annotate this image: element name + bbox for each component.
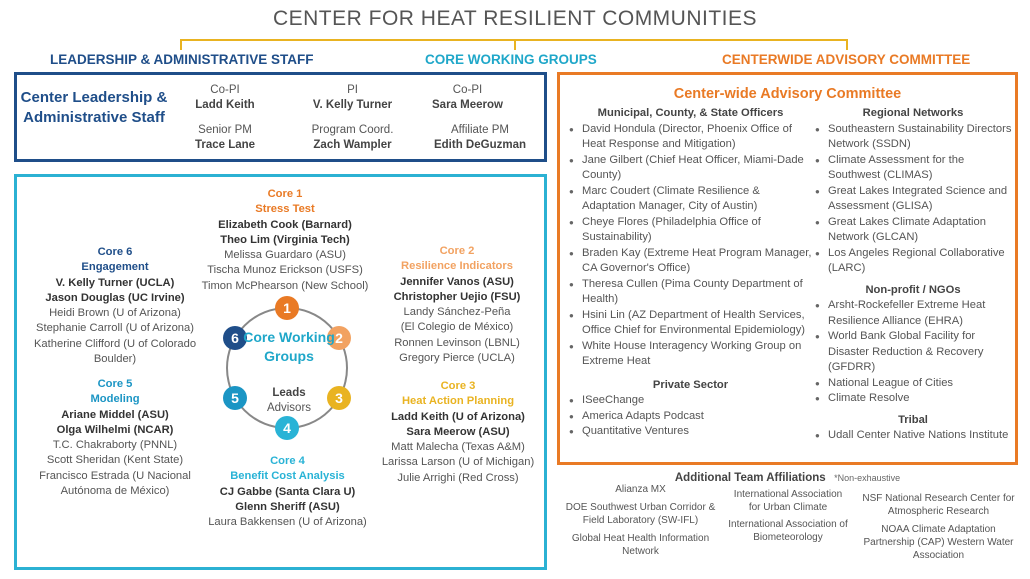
- list-item: ● Great Lakes Climate Adaptation Network (GLCAN): [814, 215, 1012, 246]
- list-item: ● Quantitative Ventures: [568, 424, 813, 440]
- leader-program-coord: Program Coord. Zach Wampler: [311, 124, 394, 151]
- section-leadership-header: LEADERSHIP & ADMINISTRATIVE STAFF: [50, 52, 314, 67]
- svg-text:1: 1: [283, 300, 291, 316]
- advisory-right-column: [814, 106, 1012, 444]
- affiliations-col-3: NSF National Research Center for Atmospheric Research NOAA Climate Adaptation Partnership (CAP) Western Water Association: [862, 493, 1015, 561]
- leader-pi: PI V. Kelly Turner: [312, 84, 393, 111]
- nonprofit-heading: Non-profit / NGOs: [865, 283, 961, 296]
- advisory-left-column: [568, 106, 813, 440]
- list-item: ● Climate Assessment for the Southwest (CLIMAS): [814, 153, 1012, 184]
- core-3-group: Core 3 Heat Action Planning Ladd Keith (U of Arizona) Sara Meerow (ASU) Matt Malecha (Texas A&M) Larissa Larson (U of Michigan) Julie Arrighi (Red Cross): [381, 380, 535, 484]
- core-leads-legend: Leads: [272, 387, 306, 399]
- list-item: ● ISeeChange: [568, 393, 813, 409]
- leader-co-pi-2: Co-PI Sara Meerow: [432, 84, 503, 111]
- svg-text:5: 5: [231, 390, 239, 406]
- leader-senior-pm: Senior PM Trace Lane: [194, 124, 256, 151]
- connector-bracket: [0, 0, 1030, 60]
- svg-text:3: 3: [335, 390, 343, 406]
- list-item: ● David Hondula (Director, Phoenix Office of Heat Response and Mitigation): [568, 122, 813, 153]
- affiliations-col-2: International Association for Urban Climate International Association of Biometeorology: [728, 489, 848, 543]
- list-item: ● National League of Cities: [814, 376, 1012, 392]
- section-advisory-header: CENTERWIDE ADVISORY COMMITTEE: [722, 52, 971, 67]
- leadership-box-title: Center Leadership & Administrative Staff: [20, 89, 168, 126]
- private-list: [568, 393, 813, 440]
- list-item: ● Southeastern Sustainability Directors Network (SSDN): [814, 122, 1012, 153]
- core-1-node: [275, 296, 299, 320]
- core-6-group: Core 6 Engagement V. Kelly Turner (UCLA) Jason Douglas (UC Irvine) Heidi Brown (U of Arizona) Stephanie Carroll (U of Arizona) Katherine Clifford (U of Colorado Boulder): [33, 246, 197, 366]
- list-item: ● Jane Gilbert (Chief Heat Officer, Miami-Dade County): [568, 153, 813, 184]
- list-item: ● White House Interagency Working Group on Extreme Heat: [568, 339, 813, 370]
- list-item: ● Udall Center Native Nations Institute: [814, 428, 1012, 444]
- list-item: ● Climate Resolve: [814, 391, 1012, 407]
- svg-text:4: 4: [283, 420, 291, 436]
- advisory-box-title: Center-wide Advisory Committee: [673, 86, 902, 102]
- section-core-header: CORE WORKING GROUPS: [425, 52, 597, 67]
- page-title: CENTER FOR HEAT RESILIENT COMMUNITIES: [272, 7, 758, 30]
- core-center-label: Core Working Groups: [243, 329, 335, 364]
- municipal-list: [568, 122, 813, 370]
- list-item: ● America Adapts Podcast: [568, 409, 813, 425]
- svg-text:6: 6: [231, 330, 239, 346]
- tribal-heading: Tribal: [898, 413, 928, 426]
- list-item: ● Great Lakes Integrated Science and Assessment (GLISA): [814, 184, 1012, 215]
- core-advisors-legend: Advisors: [266, 402, 312, 414]
- core-5-group: Core 5 Modeling Ariane Middel (ASU) Olga Wilhelmi (NCAR) T.C. Chakraborty (PNNL) Scott Sheridan (Kent State) Francisco Estrada (U Nacional Autónoma de México): [39, 378, 191, 498]
- core-wheel: [215, 290, 355, 450]
- core-2-group: Core 2 Resilience Indicators Jennifer Vanos (ASU) Christopher Uejio (FSU) Landy Sánchez-Peña (El Colegio de México) Ronnen Levinson (LBNL) Gregory Pierce (UCLA): [393, 245, 521, 365]
- leader-affiliate-pm: Affiliate PM Edith DeGuzman: [433, 124, 526, 151]
- leader-co-pi-1: Co-PI Ladd Keith: [195, 84, 255, 111]
- municipal-heading: Municipal, County, & State Officers: [597, 107, 784, 119]
- core-4-node: [275, 416, 299, 440]
- regional-heading: Regional Networks: [862, 107, 964, 119]
- list-item: ● Cheye Flores (Philadelphia Office of Sustainability): [568, 215, 813, 246]
- list-item: ● Braden Kay (Extreme Heat Program Manager, CA Governor's Office): [568, 246, 813, 277]
- list-item: ● Hsini Lin (AZ Department of Health Services, Office Chief for Environmental Epidemiology): [568, 308, 813, 339]
- list-item: ● Theresa Cullen (Pima County Department of Health): [568, 277, 813, 308]
- core-4-group: Core 4 Benefit Cost Analysis CJ Gabbe (Santa Clara U) Glenn Sheriff (ASU) Laura Bakkensen (U of Arizona): [208, 455, 367, 529]
- affiliations-note: *Non-exhaustive: [834, 473, 901, 483]
- private-heading: Private Sector: [652, 378, 729, 391]
- affiliations-col-1: Alianza MX DOE Southwest Urban Corridor & Field Laboratory (SW-IFL) Global Heat Health Information Network: [565, 484, 716, 557]
- list-item: ● Arsht-Rockefeller Extreme Heat Resilience Alliance (EHRA): [814, 298, 1012, 329]
- list-item: ● World Bank Global Facility for Disaster Reduction & Recovery (GFDRR): [814, 329, 1012, 376]
- nonprofit-list: [814, 298, 1012, 407]
- core-1-group: Core 1 Stress Test Elizabeth Cook (Barnard) Theo Lim (Virginia Tech) Melissa Guardaro (ASU) Tischa Munoz Erickson (USFS) Timon McPhearson (New School): [201, 188, 369, 292]
- list-item: ● Los Angeles Regional Collaborative (LARC): [814, 246, 1012, 277]
- tribal-list: [814, 428, 1012, 444]
- regional-list: [814, 122, 1012, 277]
- svg-text:2: 2: [335, 330, 343, 346]
- affiliations-heading: Additional Team Affiliations: [674, 472, 826, 484]
- list-item: ● Marc Coudert (Climate Resilience & Adaptation Manager, City of Austin): [568, 184, 813, 215]
